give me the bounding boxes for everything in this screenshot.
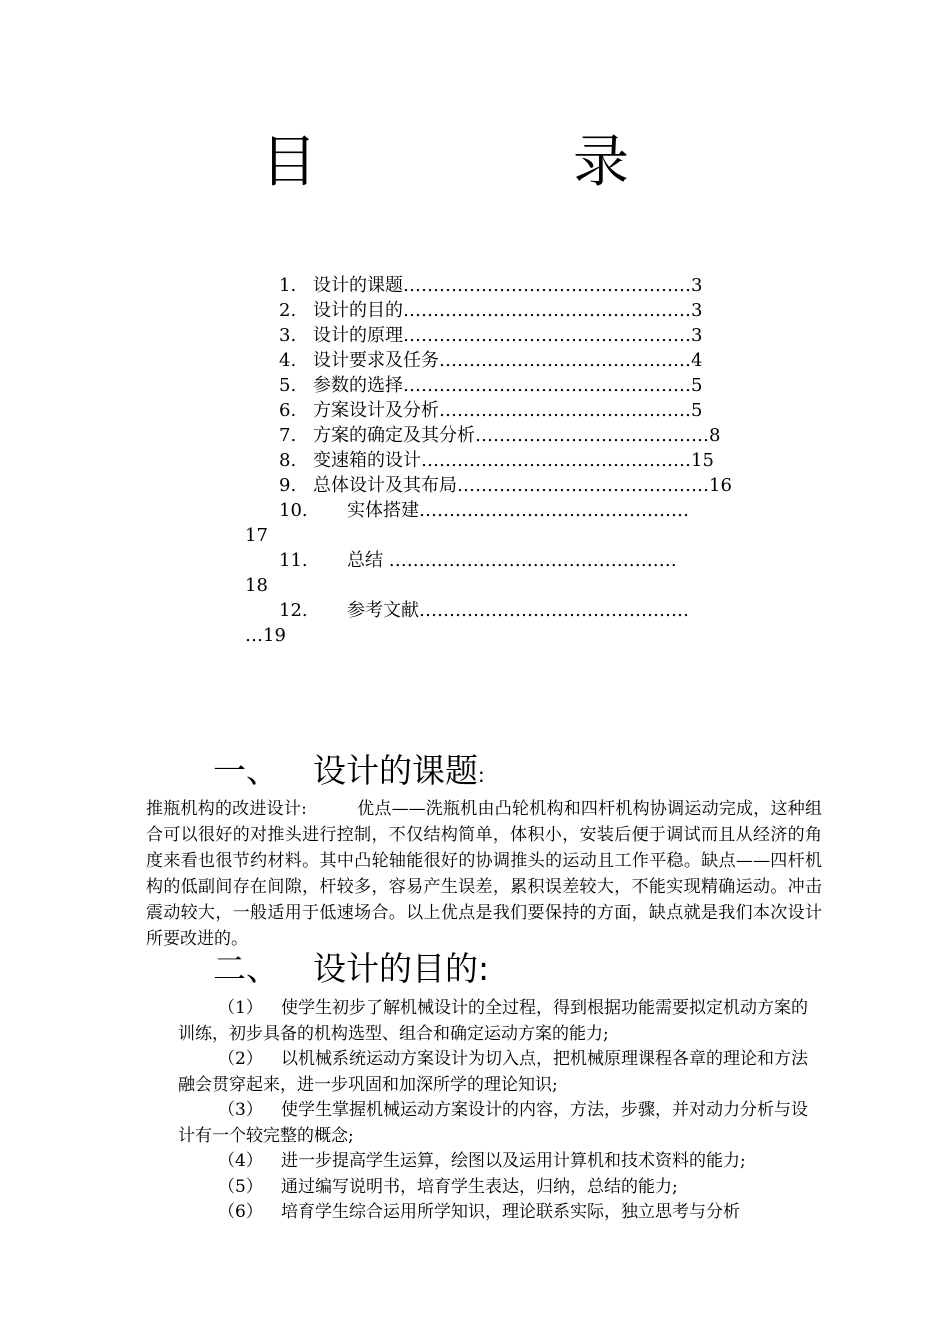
toc-entry-label: 设计要求及任务 xyxy=(313,350,439,371)
list-text: 使学生初步了解机械设计的全过程，得到根据功能需要拟定机动方案的训练，初步具备的机构选型、组合和确定运动方案的能力; xyxy=(178,998,808,1044)
list-text: 以机械系统运动方案设计为切入点，把机械原理课程各章的理论和方法融会贯穿起来，进一步巩固和加深所学的理论知识; xyxy=(178,1049,808,1095)
toc-entry xyxy=(245,348,810,373)
toc-entry xyxy=(245,448,810,473)
section-number: 一、 xyxy=(213,751,279,790)
toc-entry-leader: …………………………………… xyxy=(457,475,709,496)
toc-entry-label: 参数的选择 xyxy=(313,375,403,396)
toc-entry xyxy=(245,298,810,323)
toc-entry-label: 设计的课题 xyxy=(313,275,403,296)
list-text: 使学生掌握机械运动方案设计的内容，方法，步骤，并对动力分析与设计有一个较完整的概念; xyxy=(178,1100,808,1146)
toc-entry xyxy=(245,423,810,448)
toc-entry-number: 10. xyxy=(279,500,308,521)
list-marker: （3） xyxy=(218,1100,263,1120)
list-item xyxy=(178,1047,808,1098)
toc-entry-leader: ………………………………………… xyxy=(403,300,691,321)
toc-entry-number: 3. xyxy=(279,325,297,346)
toc-entry-number: 8. xyxy=(279,450,297,471)
toc-entry-page-wrapped: …19 xyxy=(245,625,286,646)
toc-entry-page: 5 xyxy=(691,400,703,421)
toc-entry-leader: ………………………………………… xyxy=(388,550,677,571)
section-body xyxy=(146,796,822,952)
toc-entry-leader: ………………………………………… xyxy=(403,375,691,396)
toc-entry-page: 8 xyxy=(709,425,721,446)
toc-entry-label: 变速箱的设计 xyxy=(313,450,421,471)
list-item xyxy=(178,1175,808,1201)
toc-entry xyxy=(245,548,810,573)
toc-entry-label: 参考文献 xyxy=(347,600,419,621)
toc-entry-leader: ……………………………………… xyxy=(419,600,689,621)
section-heading xyxy=(213,750,485,796)
toc-entry-number: 6. xyxy=(279,400,297,421)
toc-entry-leader: ……………………………………… xyxy=(419,500,689,521)
toc-entry xyxy=(245,473,810,498)
list-item xyxy=(178,1149,808,1175)
toc-entry xyxy=(245,373,810,398)
section-heading xyxy=(213,948,489,990)
list-text: 培育学生综合运用所学知识，理论联系实际，独立思考与分析 xyxy=(281,1202,740,1222)
toc-entry-number: 11. xyxy=(279,550,308,571)
section-colon: : xyxy=(478,763,485,787)
toc-entry-number: 5. xyxy=(279,375,297,396)
body-lead: 推瓶机构的改进设计: xyxy=(146,799,307,819)
list-marker: （2） xyxy=(218,1049,263,1069)
toc-entry-page: 5 xyxy=(691,375,703,396)
toc-entry-leader: ………………………………………… xyxy=(403,325,691,346)
toc-entry xyxy=(245,598,810,623)
body-text: 优点——洗瓶机由凸轮机构和四杆机构协调运动完成，这种组合可以很好的对推头进行控制，不仅结构简单，体积小，安装后便于调试而且从经济的角度来看也很节约材料。其中凸轮轴能很好的协调推头的运动且工作平稳。缺点——四杆机构的低副间存在间隙，杆较多，容易产生误差，累积误差较大，不能实现精确运动。冲击震动较大，一般适用于低速场合。以上优点是我们要保持的方面，缺点就是我们本次设计所要改进的。 xyxy=(146,799,822,949)
list-item xyxy=(178,996,808,1047)
section-title: 设计的目的: xyxy=(313,949,490,988)
toc-entry-leader: …………………………………… xyxy=(439,350,691,371)
page-title: 目 录 xyxy=(261,130,729,195)
toc-entry xyxy=(245,398,810,423)
toc-entry-page: 3 xyxy=(691,275,703,296)
list-text: 通过编写说明书，培育学生表达，归纳，总结的能力; xyxy=(281,1176,678,1197)
toc-entry-number: 12. xyxy=(279,600,308,621)
list-item xyxy=(178,1200,808,1226)
toc-entry-number: 2. xyxy=(279,300,297,321)
list-item xyxy=(178,1098,808,1149)
toc-entry-label: 设计的原理 xyxy=(313,325,403,346)
toc-entry-leader: ……………………………………… xyxy=(421,450,691,471)
toc-entry-label: 实体搭建 xyxy=(347,500,419,521)
toc-entry-label: 方案的确定及其分析 xyxy=(313,425,475,446)
toc-entry-number: 4. xyxy=(279,350,297,371)
list-marker: （6） xyxy=(218,1202,263,1222)
list-marker: （4） xyxy=(218,1151,263,1171)
toc-entry-leader: …………………………………… xyxy=(439,400,691,421)
toc-entry-page-wrapped: 17 xyxy=(245,525,268,546)
section-title: 设计的课题 xyxy=(313,751,478,790)
toc-entry-number: 1. xyxy=(279,275,297,296)
section-number: 二、 xyxy=(213,949,279,988)
objectives-list xyxy=(178,996,808,1226)
toc-entry-label: 设计的目的 xyxy=(313,300,403,321)
toc-entry-label: 总结 xyxy=(347,550,389,571)
toc-entry xyxy=(245,273,810,298)
list-marker: （1） xyxy=(218,998,263,1018)
toc-entry-page: 4 xyxy=(691,350,703,371)
toc-entry-number: 9. xyxy=(279,475,297,496)
toc-entry-leader: ………………………………… xyxy=(475,425,709,446)
toc-entry-number: 7. xyxy=(279,425,297,446)
toc-entry-page: 16 xyxy=(709,475,732,496)
toc-entry-page-wrapped: 18 xyxy=(245,575,268,596)
list-marker: （5） xyxy=(218,1176,263,1197)
toc-entry xyxy=(245,323,810,348)
toc-entry-page: 15 xyxy=(691,450,714,471)
toc-entry-label: 总体设计及其布局 xyxy=(313,475,457,496)
toc-entry xyxy=(245,498,810,523)
toc-entry-leader: ………………………………………… xyxy=(403,275,691,296)
list-text: 进一步提高学生运算，绘图以及运用计算机和技术资料的能力; xyxy=(281,1151,746,1171)
toc-entry-page: 3 xyxy=(691,300,703,321)
toc-entry-page: 3 xyxy=(691,325,703,346)
table-of-contents xyxy=(245,273,810,648)
toc-entry-label: 方案设计及分析 xyxy=(313,400,439,421)
